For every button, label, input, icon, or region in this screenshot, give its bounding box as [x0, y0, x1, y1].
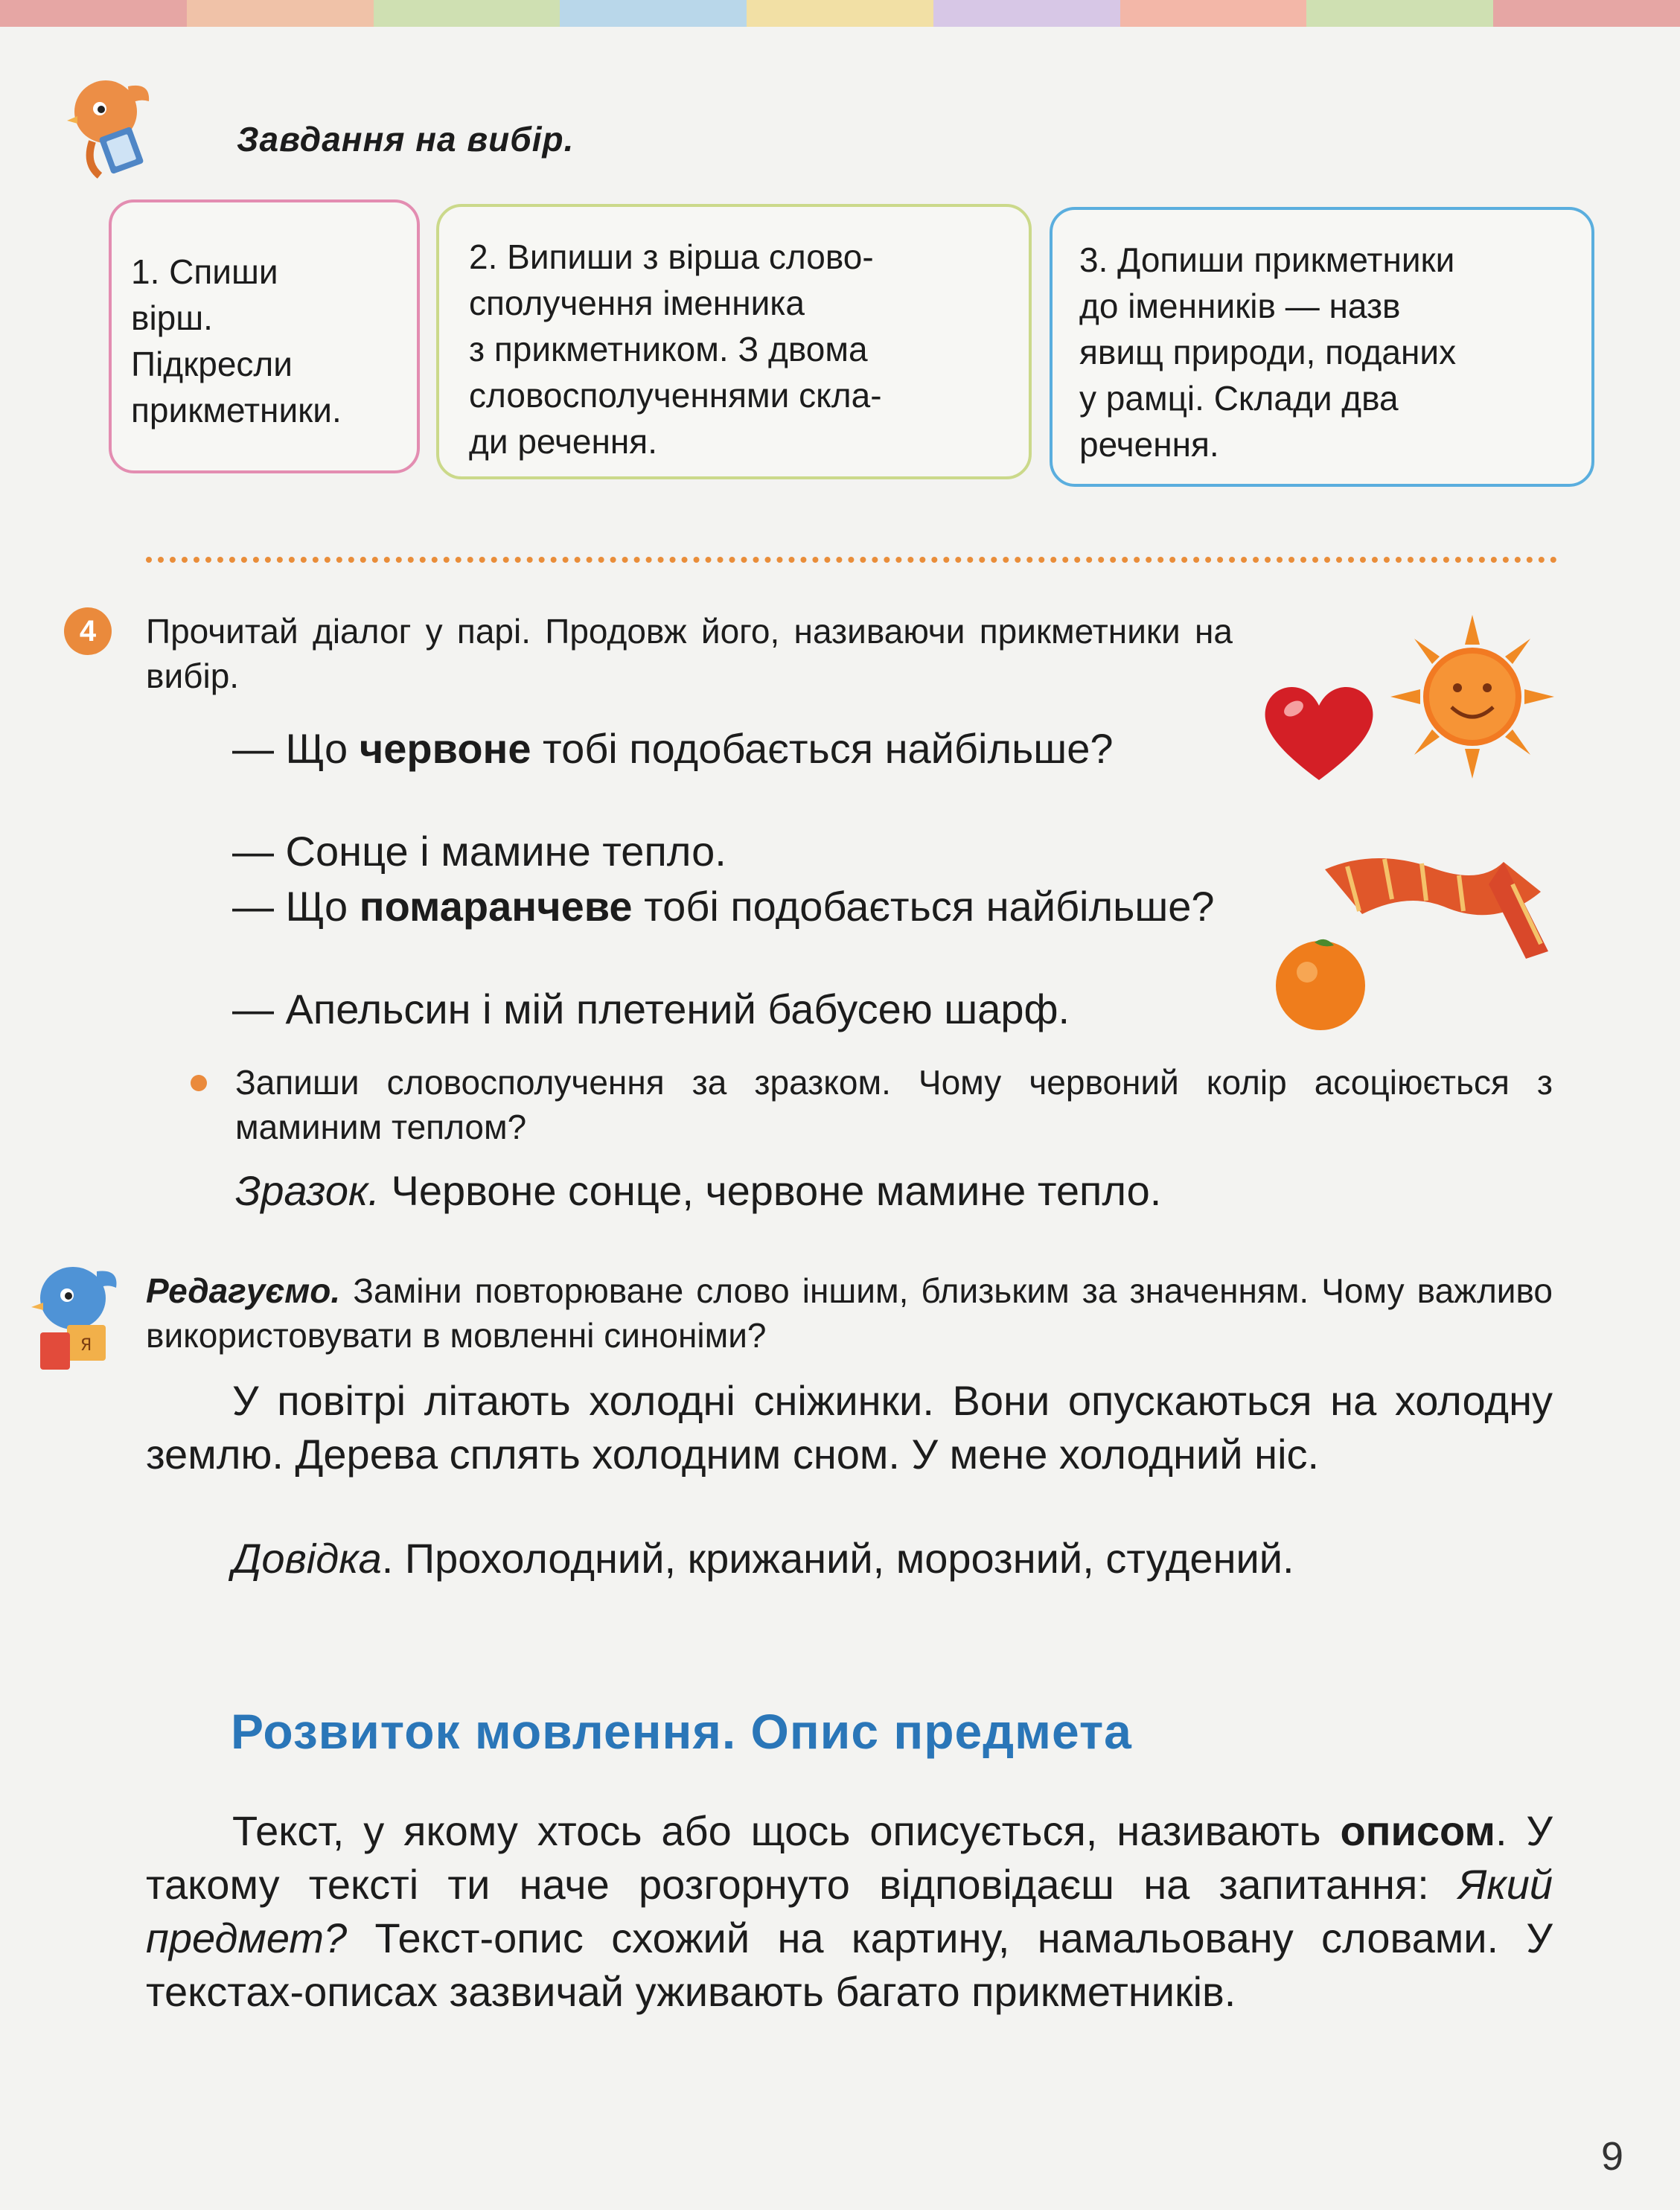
choice-1-line: вірш.	[131, 298, 213, 337]
orange-fruit-icon	[1270, 932, 1371, 1033]
dialogue-line-2: — Сонце і мамине тепло.	[232, 828, 726, 875]
choice-3-line: явищ природи, поданих	[1079, 333, 1457, 371]
choice-box-3	[1050, 207, 1594, 487]
svg-text:Я: Я	[80, 1336, 92, 1355]
editing-text: У повітрі літають холодні сніжинки. Вони опускаються на холодну землю. Дерева сплять холодним сном. У мене холодний ніс.	[146, 1377, 1553, 1478]
reference-label: Довідка	[232, 1535, 382, 1582]
choice-2-line: 2. Випиши з вірша слово-	[469, 237, 874, 276]
dialogue-bold-word: помаранчеве	[359, 883, 633, 930]
desc-italic: Який предмет?	[146, 1861, 1553, 1961]
page-number: 9	[1600, 2134, 1623, 2179]
reference-text: . Прохолодний, крижаний, морозний, студений.	[381, 1535, 1294, 1582]
sample-label: Зразок.	[235, 1167, 380, 1214]
sun-icon	[1390, 615, 1554, 779]
reference-line	[146, 1532, 1553, 1585]
sample-line	[235, 1164, 1553, 1218]
choice-2-line: ди речення.	[469, 422, 657, 461]
editing-instruction-text: Заміни повторюване слово іншим, близьким за значенням. Чому важливо використовувати в мовленні синоніми?	[146, 1271, 1553, 1355]
sample-text: Червоне сонце, червоне мамине тепло.	[379, 1167, 1162, 1214]
choice-1-line: Підкресли	[131, 345, 293, 383]
exercise4-instruction: Прочитай діалог у парі. Продовж його, називаючи прикметники на вибір.	[146, 612, 1233, 695]
choice-2-line: сполучення іменника	[469, 284, 805, 322]
desc-text: Текст, у якому хтось або щось описується, називають	[232, 1807, 1341, 1854]
choice-3-line: 3. Допиши прикметники	[1079, 240, 1455, 279]
editing-label: Редагуємо.	[146, 1271, 341, 1310]
choice-box-2	[436, 204, 1032, 479]
choice-box-1	[109, 199, 420, 473]
task-header: Завдання на вибір.	[237, 120, 575, 159]
bullet-icon	[191, 1075, 207, 1091]
heart-icon	[1259, 676, 1379, 788]
choice-1-line: прикметники.	[131, 391, 342, 429]
choice-2-line: з прикметником. З двома	[469, 330, 868, 368]
dialogue-text: тобі подобається найбільше?	[632, 883, 1215, 930]
exercise-number-badge: 4	[64, 607, 112, 655]
choice-1-line: 1. Спиши	[131, 252, 278, 291]
mascot-bird-books-icon	[25, 1261, 122, 1373]
dialogue-line-1	[146, 722, 1158, 776]
choice-3-line: у рамці. Склади два	[1079, 379, 1399, 418]
desc-bold: описом	[1340, 1807, 1495, 1854]
dialogue-text: — Що	[232, 883, 360, 930]
dialogue-text: — Що	[232, 725, 360, 772]
editing-instruction	[146, 1268, 1553, 1358]
exercise4-bullet-task: Запиши словосполучення за зразком. Чому червоний колір асоціюється з маминим теплом?	[235, 1063, 1553, 1146]
choice-3-line: речення.	[1079, 425, 1219, 464]
mascot-bird-icon	[63, 71, 152, 183]
dialogue-text: тобі подобається найбільше?	[531, 725, 1114, 772]
description-paragraph	[146, 1804, 1553, 2019]
dotted-divider	[146, 557, 1557, 563]
desc-text: Текст-опис схожий на картину, намальовану словами. У текстах-описах зазвичай уживають багато прикметників.	[146, 1914, 1553, 2015]
desc-text: . У такому тексті ти наче розгорнуто відповідаєш на запитання:	[146, 1807, 1553, 1908]
dialogue-bold-word: червоне	[359, 725, 531, 772]
choice-3-line: до іменників — назв	[1079, 287, 1401, 325]
section-title: Розвиток мовлення. Опис предмета	[231, 1704, 1132, 1759]
dialogue-line-3	[146, 880, 1248, 933]
dialogue-line-4: — Апельсин і мій плетений бабусею шарф.	[232, 986, 1070, 1032]
choice-2-line: словосполученнями скла-	[469, 376, 882, 415]
top-color-stripe	[0, 0, 1680, 27]
